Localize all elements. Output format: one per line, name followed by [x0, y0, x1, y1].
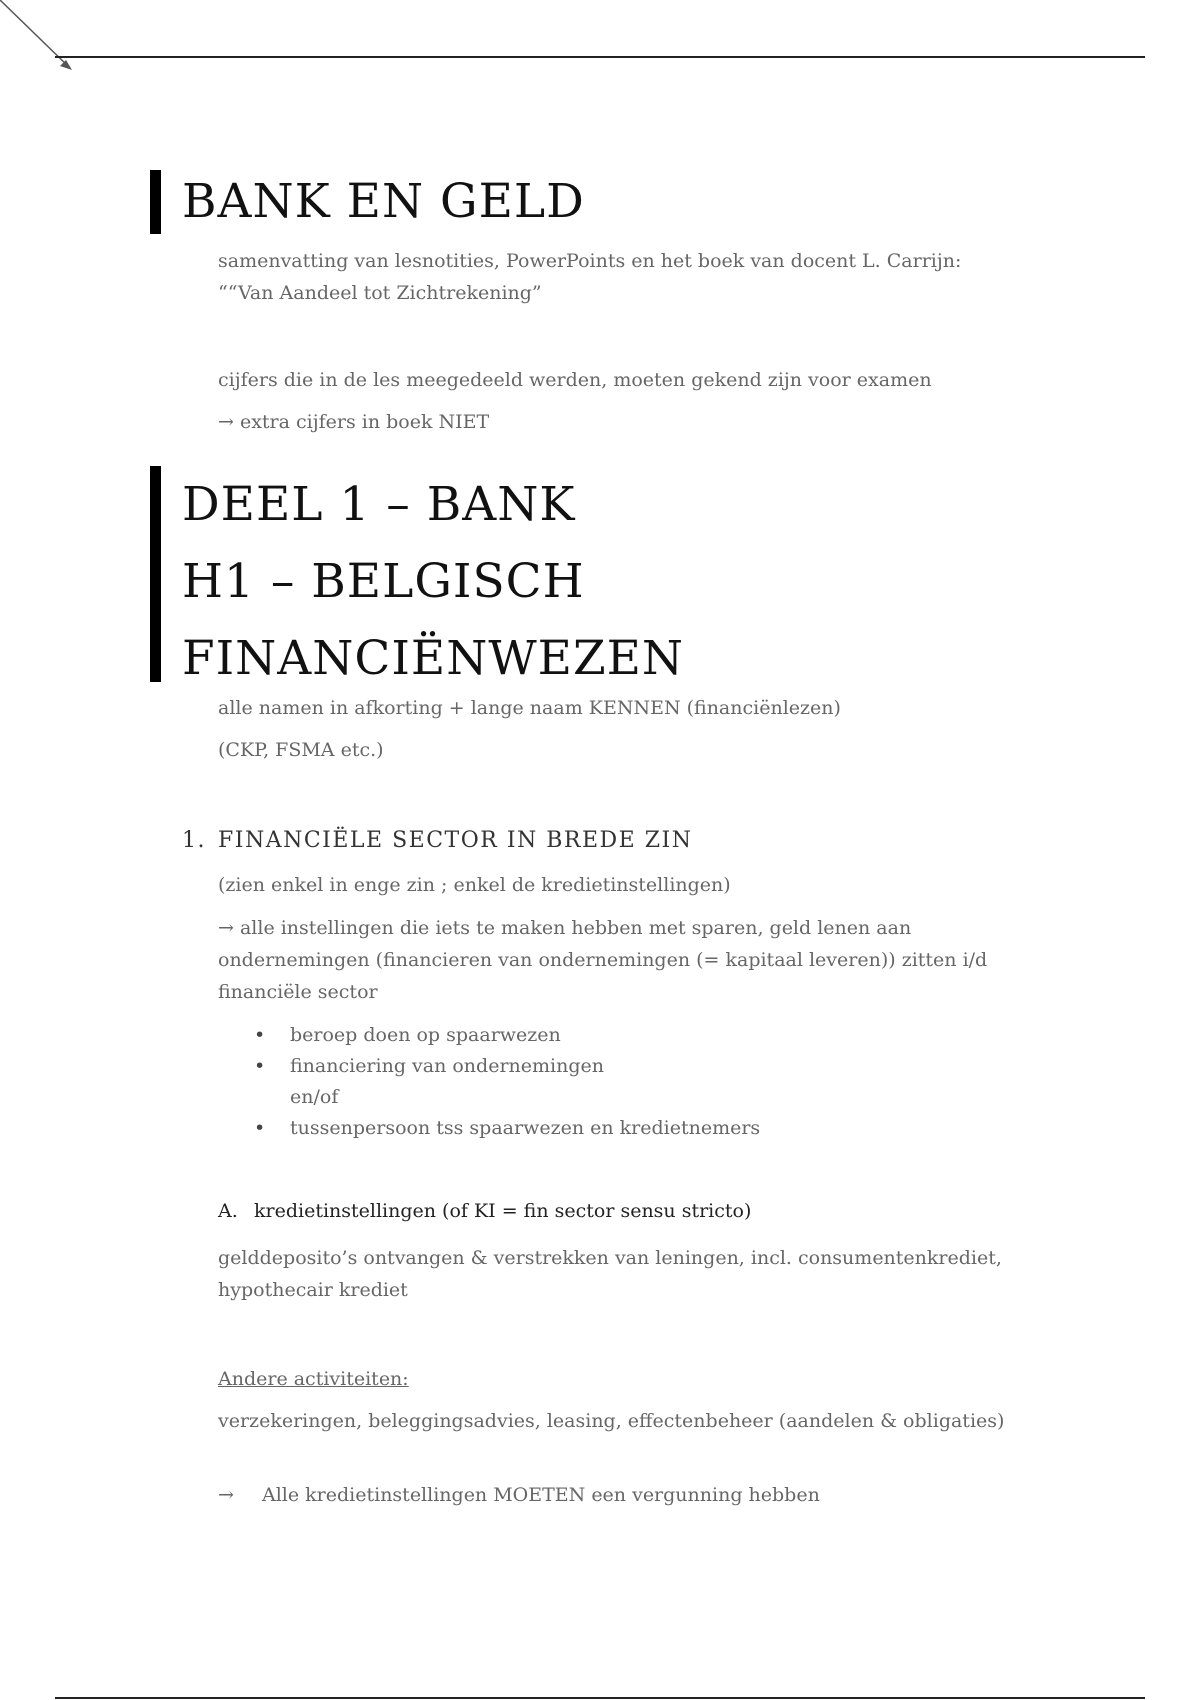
bullet-icon: • [254, 1117, 266, 1139]
intro-summary: samenvatting van lesnotities, PowerPoints en het boek van docent L. Carrijn: ““Van Aandeel tot Zichtrekening” [218, 250, 962, 304]
corner-arrow-icon [0, 0, 80, 80]
bullet-icon: • [254, 1055, 266, 1077]
bullet-icon: • [254, 1024, 266, 1046]
section-1-heading [182, 828, 692, 853]
section-1-number: 1. [182, 828, 206, 853]
document-title: BANK EN GELD [182, 174, 585, 229]
license-line [218, 1484, 820, 1506]
part-title-line-1: DEEL 1 – BANK [182, 477, 576, 532]
part-title-line-2: H1 – BELGISCH [182, 554, 585, 609]
section-1-text-1: (zien enkel in enge zin ; enkel de kredietinstellingen) [218, 874, 731, 896]
top-rule [55, 56, 1145, 58]
other-activities-text: verzekeringen, beleggingsadvies, leasing, effectenbeheer (aandelen & obligaties) [218, 1410, 1005, 1432]
section-1-title: FINANCIËLE SECTOR IN BREDE ZIN [218, 828, 693, 853]
part-title [182, 466, 684, 697]
intro-note-arrow: → extra cijfers in boek NIET [218, 411, 490, 433]
section-1-bullets [218, 1020, 760, 1144]
license-text: Alle kredietinstellingen MOETEN een vergunning hebben [262, 1484, 820, 1506]
bottom-rule [55, 1697, 1145, 1699]
subsection-a-letter: A. [218, 1200, 238, 1222]
part-text-2: (CKP, FSMA etc.) [218, 739, 384, 761]
section-1-text-2: → alle instellingen die iets te maken hebben met sparen, geld lenen aan ondernemingen (financieren van ondernemingen (= kapitaal leveren)) zitten i/d financiële sector [218, 917, 988, 1003]
part-title-bar [150, 466, 161, 682]
subsection-a-title: kredietinstellingen (of KI = fin sector sensu stricto) [254, 1200, 752, 1222]
list-item: • beroep doen op spaarwezen [218, 1020, 760, 1051]
list-connector: en/of [290, 1086, 339, 1108]
part-text-1: alle namen in afkorting + lange naam KENNEN (financiënlezen) [218, 697, 841, 719]
other-activities-label: Andere activiteiten: [218, 1368, 409, 1390]
title-bar [150, 170, 161, 234]
intro-note: cijfers die in de les meegedeeld werden, moeten gekend zijn voor examen [218, 369, 932, 391]
arrow-icon: → [218, 1484, 234, 1506]
subsection-a-heading [218, 1200, 751, 1222]
subsection-a-text: gelddeposito’s ontvangen & verstrekken van leningen, incl. consumentenkrediet, hypothecair krediet [218, 1247, 1002, 1301]
list-item: • financiering van ondernemingen [218, 1051, 760, 1082]
part-title-line-3: FINANCIËNWEZEN [182, 631, 685, 686]
list-item: • tussenpersoon tss spaarwezen en kredietnemers [218, 1113, 760, 1144]
